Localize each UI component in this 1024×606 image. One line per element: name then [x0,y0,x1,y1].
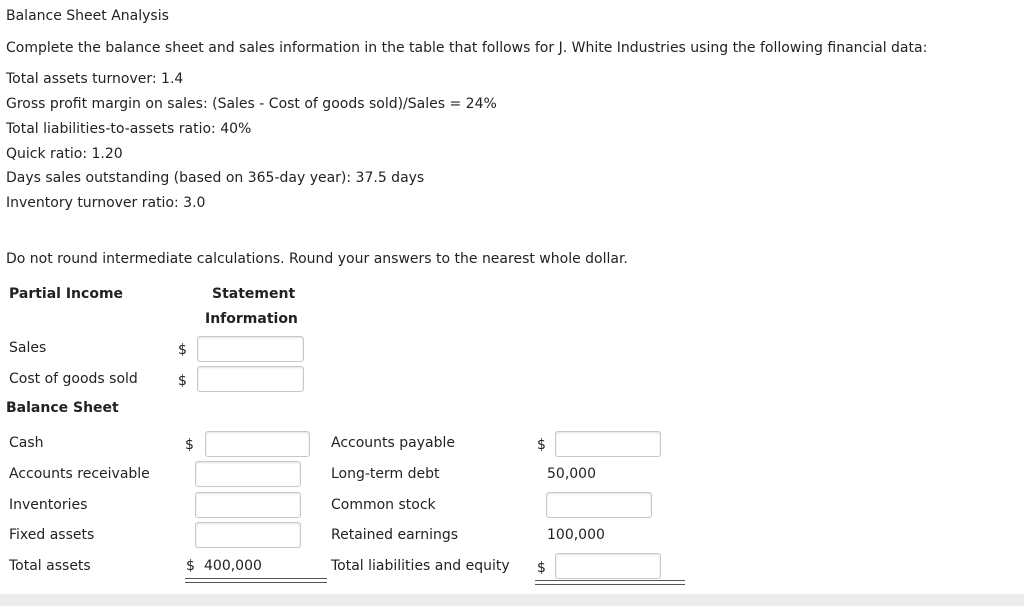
bottom-bar [0,594,1024,606]
accounts-receivable-label: Accounts receivable [9,466,150,482]
cash-currency: $ [185,437,194,453]
total-assets-double-underline [185,578,327,583]
fixed-assets-input[interactable] [195,522,301,548]
financial-data-item: Gross profit margin on sales: (Sales - Cost of goods sold)/Sales = 24% [6,96,497,112]
financial-data-item: Total assets turnover: 1.4 [6,71,184,87]
accounts-payable-currency: $ [537,437,546,453]
fixed-assets-label: Fixed assets [9,527,95,543]
total-liabilities-equity-input[interactable] [555,553,661,579]
income-header-right-line2: Information [205,311,298,327]
sales-input[interactable] [197,336,304,362]
common-stock-input[interactable] [546,492,652,518]
sales-label: Sales [9,340,47,356]
cogs-label: Cost of goods sold [9,371,138,387]
income-header-left: Partial Income [9,286,124,302]
accounts-payable-input[interactable] [555,431,661,457]
cash-input[interactable] [205,431,310,457]
cogs-input[interactable] [197,366,304,392]
income-header-right-line1: Statement [212,286,296,302]
inventories-label: Inventories [9,497,88,513]
total-liabilities-equity-label: Total liabilities and equity [331,558,510,574]
cash-label: Cash [9,435,44,451]
financial-data-item: Days sales outstanding (based on 365-day year): 37.5 days [6,170,425,186]
inventories-input[interactable] [195,492,301,518]
financial-data-item: Total liabilities-to-assets ratio: 40% [6,121,252,137]
instructions: Complete the balance sheet and sales information in the table that follows for J. White Industries using the following financial data: [6,40,928,56]
total-assets-currency: $ [186,558,195,574]
long-term-debt-value: 50,000 [547,466,596,482]
total-liabilities-equity-double-underline [535,580,685,585]
retained-earnings-label: Retained earnings [331,527,459,543]
financial-data-item: Quick ratio: 1.20 [6,146,123,162]
sales-currency: $ [178,342,187,358]
cogs-currency: $ [178,373,187,389]
retained-earnings-value: 100,000 [547,527,605,543]
page-title: Balance Sheet Analysis [6,8,169,24]
financial-data-item: Inventory turnover ratio: 3.0 [6,195,206,211]
accounts-payable-label: Accounts payable [331,435,455,451]
total-liabilities-equity-currency: $ [537,560,546,576]
rounding-note: Do not round intermediate calculations. Round your answers to the nearest whole dollar. [6,251,628,267]
balance-sheet-header: Balance Sheet [6,400,119,416]
accounts-receivable-input[interactable] [195,461,301,487]
long-term-debt-label: Long-term debt [331,466,440,482]
total-assets-value: 400,000 [204,558,262,574]
total-assets-label: Total assets [9,558,91,574]
common-stock-label: Common stock [331,497,436,513]
